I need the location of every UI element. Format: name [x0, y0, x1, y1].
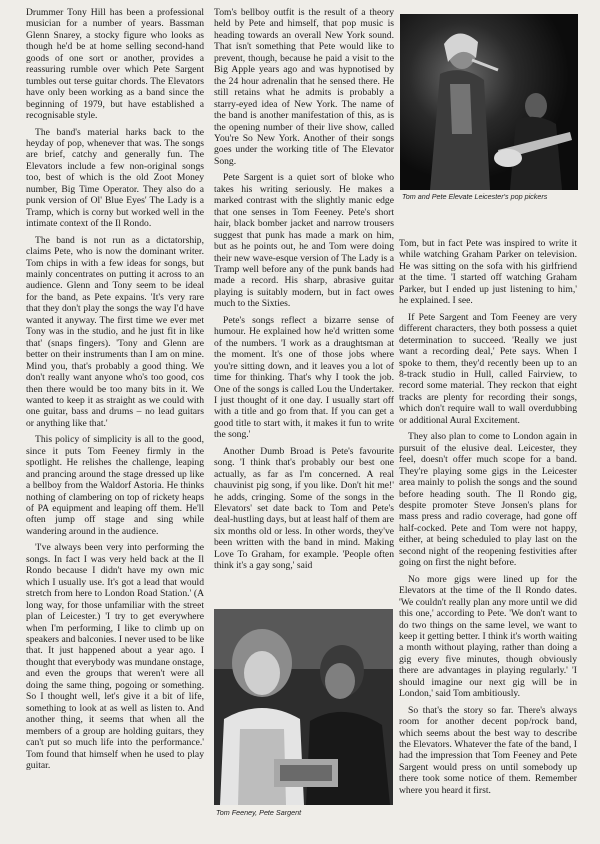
band-members-photo — [214, 609, 393, 805]
concert-photo-image — [400, 14, 578, 190]
article-column-3 — [399, 238, 577, 801]
paragraph: Pete's songs reflect a bizarre sense of humour. He explained how he'd written some of the numbers. 'I work as a draughtsman at the moment. It's one of those jobs where you're sitting down, and it leaves you a lot of time for thinking. That's why I took the job. One of the songs is called Lou the Undertaker. I just thought of it one day. I usually start off with a title and go from that. If you can get a good title to start with, it makes it fun to write the song.' — [214, 314, 394, 441]
article-column-1 — [26, 7, 204, 776]
paragraph: 'I've always been very into performing the songs. In fact I was very held back at the Il Rondo because I didn't have my own mic which I usually use. It's got a lead that would stretch from here to London Road Station.' (A long way, for those unfamiliar with the street plan of Leicester.) 'I try to get everywhere when I'm performing, I like to climb up on speakers and balconies. I never used to be like that. It just happened about a year ago. I thought that everybody was mundane onstage, and even the groups that weren't were all doing the same thing, pogoing or something. So I thought well, let's give it a bit of life, something to look at as well as listen to. And another thing, it seems that when all the members of a group are holding guitars, they can't put so much life into the performance.' Tom found that himself when he used to play guitar. — [26, 542, 204, 771]
top-photo-caption: Tom and Pete Elevate Leicester's pop pickers — [402, 192, 548, 201]
paragraph: Drummer Tony Hill has been a professional musician for a number of years. Bassman Glenn Snarey, a stocky figure who looks as though he'd be at home selling second-hand goods of one sort or another, provides a reassuring rumble over which Pete Sargent tumbles out terse guitar chords. The Elevators have only been working as a band since the beginning of 1979, but have established a recognisable style. — [26, 7, 204, 122]
paragraph: So that's the story so far. There's always room for another decent pop/rock band, which seems about the best way to describe the Elevators. Whatever the fate of the band, I had the impression that Tom Feeney and Pete Sargent would press on until somebody up there took some notice of them. Remember where you heard it first. — [399, 704, 577, 796]
paragraph: The band is not run as a dictatorship, claims Pete, who is now the dominant writer. Tom chips in with a few ideas for songs, but mainly concentrates on putting it across to an audience. Glenn and Tony seem to be ideal for the band, as Pete expains. 'It's very rare that they don't play the songs the way I'd have wanted it anyway. The first time we ever met Tony was in the studio, and he just fit in like that' (snaps fingers). 'Tony and Glenn are better on their instruments than I am on mine. Mind you, that's probably a good thing. We don't really want anyone who's too good, cos then there would be too many bits in it. We wanted to keep it as straight as we could with one guitar, bass and drums – no lead guitars or anything like that.' — [26, 234, 204, 429]
paragraph: This policy of simplicity is all to the good, since it puts Tom Feeney firmly in the spotlight. He relishes the challenge, leaping and prancing around the stage dressed up like a bellboy from the Waldorf Astoria. He thinks nothing of clambering on top of rickety heaps of PA equipment and leaping off them. He'll often jump off stage and sing while wandering around in the audience. — [26, 434, 204, 537]
bottom-photo-caption: Tom Feeney, Pete Sargent — [216, 808, 302, 817]
paragraph: If Pete Sargent and Tom Feeney are very different characters, they both possess a quiet determination to succeed. 'Really we just want a recording deal,' Pete says. When I spoke to them, they'd recently been up to an 8-track studio in Hull, called Fairview, to record some material. They reckon that eight tracks are plenty for recording their songs, which don't require wall to wall overdubbing or additional Aural Excitement. — [399, 311, 577, 426]
paragraph: Pete Sargent is a quiet sort of bloke who takes his writing seriously. He makes a marked contrast with the slightly manic edge that one senses in Tom Feeney. Pete's short hair, black bomber jacket and narrow trousers suggest that punk has made a mark on him, but as he points out, he and Tom were doing their new wave-esque version of The Lady is a Tramp well before any of the punk bands had made a record. His sharp, abrasive guitar playing is suitably modern, but in fact owes much to the Sixties. — [214, 172, 394, 310]
paragraph: They also plan to come to London again in pursuit of the elusive deal. Leicester, they feel, doesn't offer much scope for a band. They're playing some gigs in the Leicester area mainly to polish the songs and the sound before heading south. The Il Rondo gig, despite promoter Steve Jonsen's plans for mass press and radio coverage, had gone off half-cocked. Pete and Tom were not happy, either, at being scheduled to play last on the second night of the reopening festivities after going on first the night before. — [399, 431, 577, 569]
article-column-2 — [214, 7, 394, 577]
paragraph: Tom, but in fact Pete was inspired to write it while watching Graham Parker on television. He was sitting on the sofa with his girlfriend at the time. 'I started off watching Graham Parker, but I ended up just listening to him,' he explained. I see. — [399, 238, 577, 307]
paragraph: Tom's bellboy outfit is the result of a theory held by Pete and himself, that pop music is heading towards an overall New York sound. That isn't something that Pete would like to prevent, though, because he paid a visit to the Big Apple years ago and was hypnotised by the 24 hour adrenalin that he sensed there. He still retains what he admits is probably a starry-eyed idea of New York. The name of the band is another manifestation of this, as is the opening number of their live show, called You're So New York. Another of their songs goes under the working title of The Elevator Song. — [214, 7, 394, 167]
paragraph: The band's material harks back to the heyday of pop, whenever that was. The songs are brief, catchy and generally fun. The Elevators include a few non-original songs too, best of which is the old Zoot Money number, Big Time Operator. They also do a punk version of Ol' Blue Eyes' The Lady is a Tramp, which is corny but worked well in the intimate context of the Il Rondo. — [26, 126, 204, 230]
paragraph: Another Dumb Broad is Pete's favourite song. 'I think that's probably our best one actually, as far as I'm concerned. A real chauvinist pig song, if you like. Don't hit me!' he adds, cringing. Some of the songs in the Elevators' set date back to Tom and Pete's deal-hustling days, but at least half of them are six months old or less. In other words, they've been written with the band in mind. Making Love To Graham, for example. 'People often think it's a gay song,' said — [214, 445, 394, 572]
paragraph: No more gigs were lined up for the Elevators at the time of the Il Rondo dates. 'We couldn't really plan any more until we did this one,' according to Pete. 'We don't want to do two things on the same level, we want to keep it getting better. I think it's worth waiting a month without playing, rather than doing a gig every five minutes, though obviously there are advantages in playing regularly.' 'I should imagine our next gig will be in London,' said Tom ambitiously. — [399, 573, 577, 700]
concert-photo — [400, 14, 578, 190]
band-members-photo-image — [214, 609, 393, 805]
